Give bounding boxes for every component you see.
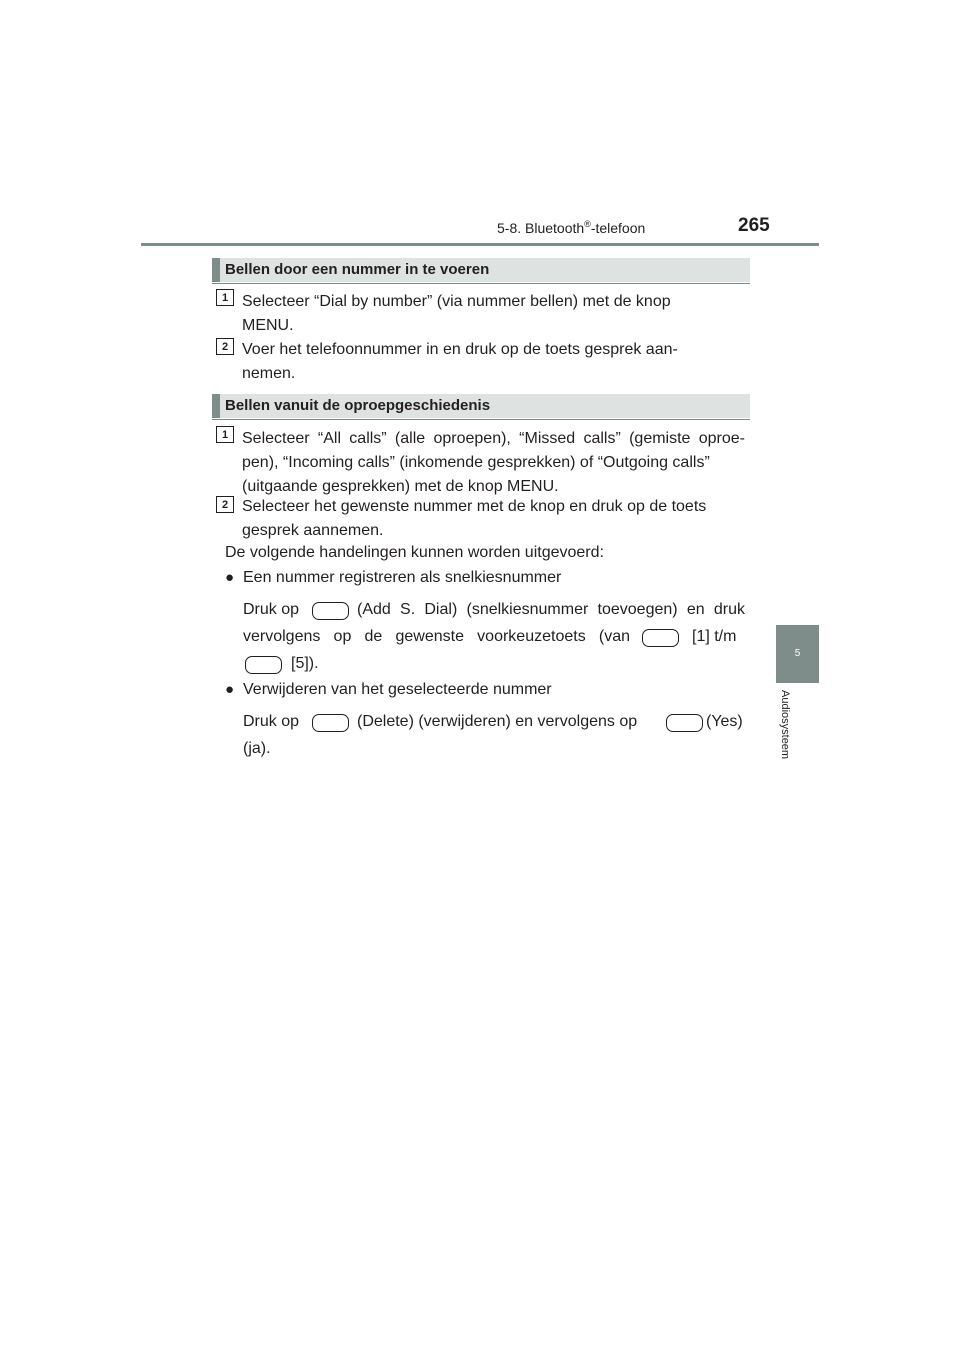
section-heading-bar [212, 394, 220, 418]
instruction-text: (Delete) (verwijderen) en vervolgens op [357, 713, 638, 730]
step-line: MENU. [242, 317, 294, 334]
section-rule [212, 419, 750, 420]
step-line: Selecteer “Dial by number” (via nummer bellen) met de knop [242, 293, 671, 310]
yes-button-icon [666, 714, 703, 732]
step-marker: 1 [216, 426, 234, 443]
bullet-title: Een nummer registreren als snelkiesnummer [243, 569, 562, 586]
step-line: (uitgaande gesprekken) met de knop MENU. [242, 478, 559, 495]
delete-button-icon [312, 714, 349, 732]
step-text [242, 338, 745, 386]
section-heading-title: Bellen door een nummer in te voeren [225, 261, 490, 278]
instruction-text: (Yes) [706, 713, 743, 730]
preset-button-5-icon [245, 656, 282, 674]
registered-mark: ® [584, 219, 591, 229]
instruction-text: [1] t/m [692, 628, 737, 645]
instruction-text: Druk op [243, 601, 300, 618]
instruction-text: (ja). [243, 740, 271, 757]
section-heading-title: Bellen vanuit de oproepgeschiedenis [225, 397, 491, 414]
step-line: Selecteer “All calls” (alle oproepen), “Missed calls” (gemiste oproe- [242, 430, 745, 447]
instruction-text: (Add S. Dial) (snelkiesnummer toevoegen) en druk [357, 601, 745, 618]
page-number: 265 [738, 215, 770, 236]
instruction-text: vervolgens op de gewenste voorkeuzetoets (van [243, 628, 630, 645]
chapter-label [779, 690, 807, 800]
step-marker: 2 [216, 496, 234, 513]
step-text [242, 495, 745, 543]
section-suffix: -telefoon [590, 220, 646, 236]
section-heading-dial-by-number [212, 258, 750, 282]
bullet-marker: ● [225, 569, 235, 586]
section-heading-call-history [212, 394, 750, 418]
header-rule [141, 243, 819, 246]
instruction-text: Druk op [243, 713, 300, 730]
section-heading-bar [212, 258, 220, 282]
chapter-tab: 5 [776, 625, 819, 683]
step-line: Selecteer het gewenste nummer met de knop en druk op de toets [242, 498, 707, 515]
preset-button-1-icon [642, 629, 679, 647]
step-text [242, 427, 745, 499]
step-line: nemen. [242, 365, 296, 382]
step-text [242, 290, 745, 338]
section-rule [212, 283, 750, 284]
instruction-text: [5]). [291, 655, 319, 672]
bullet-marker: ● [225, 681, 235, 698]
chapter-label-text: Audiosysteem [779, 690, 791, 760]
step-line: Voer het telefoonnummer in en druk op de toets gesprek aan- [242, 341, 678, 358]
operations-intro: De volgende handelingen kunnen worden uitgevoerd: [225, 544, 604, 561]
bullet-title: Verwijderen van het geselecteerde nummer [243, 681, 552, 698]
step-line: gesprek aannemen. [242, 522, 384, 539]
section-prefix: 5-8. Bluetooth [497, 220, 585, 236]
section-header [497, 219, 645, 236]
step-marker: 2 [216, 338, 234, 355]
add-speed-dial-button-icon [312, 602, 349, 620]
step-marker: 1 [216, 289, 234, 306]
step-line: pen), “Incoming calls” (inkomende gesprekken) of “Outgoing calls” [242, 454, 710, 471]
